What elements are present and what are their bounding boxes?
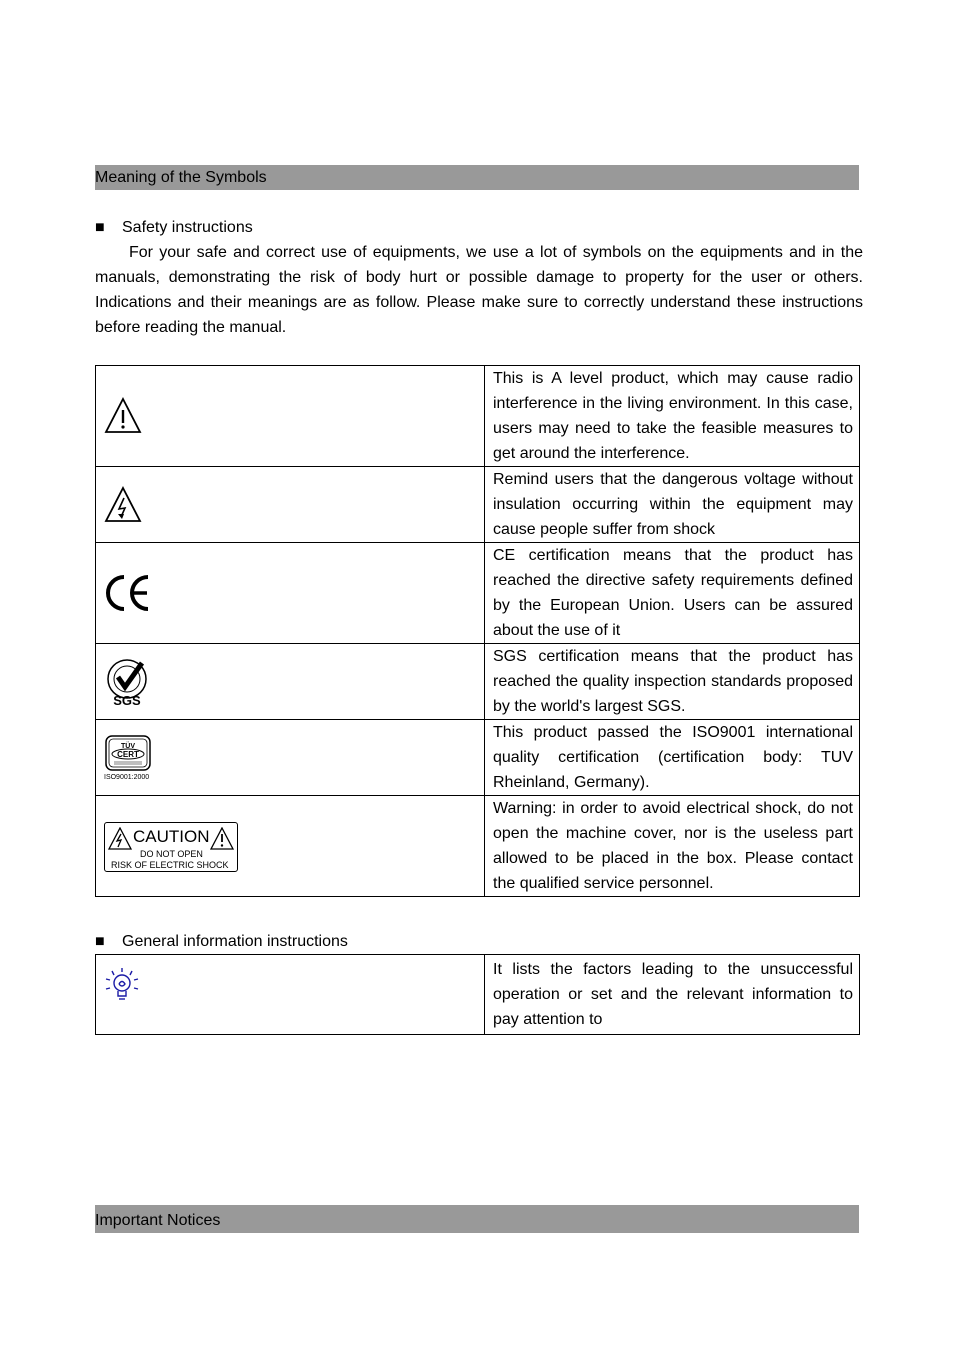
bullet-square-icon: ■: [95, 933, 105, 950]
ce-mark-icon: [104, 573, 484, 613]
symbol-description: This is A level product, which may cause radio interference in the living environment. In this case, users may need to take the feasible measures to get around the interference.: [485, 366, 860, 467]
symbol-description: Warning: in order to avoid electrical shock, do not open the machine cover, nor is the useless part allowed to be placed in the box. Please contact the qualified service personnel.: [485, 796, 860, 897]
section-header-symbols: [95, 165, 859, 190]
caution-word: CAUTION: [133, 827, 210, 846]
table-row: [96, 720, 860, 796]
symbol-description: SGS certification means that the product has reached the quality inspection standards proposed by the world's largest SGS.: [485, 644, 860, 720]
bullet-square-icon: ■: [95, 219, 105, 236]
table-row: [96, 366, 860, 467]
caution-line1: DO NOT OPEN: [140, 849, 203, 859]
section-title: Meaning of the Symbols: [95, 169, 267, 186]
table-row: [96, 644, 860, 720]
svg-text:TÜV: TÜV: [121, 742, 135, 750]
svg-text:SGS: SGS: [113, 692, 141, 707]
symbol-cell: [96, 720, 485, 796]
symbol-cell: [96, 644, 485, 720]
safety-heading: [95, 215, 253, 240]
symbol-cell: [96, 467, 485, 543]
symbol-description: It lists the factors leading to the unsuccessful operation or set and the relevant information to pay attention to: [485, 955, 860, 1035]
lightbulb-tip-icon: [104, 967, 484, 1003]
svg-text:CERT: CERT: [117, 749, 139, 759]
symbol-description: This product passed the ISO9001 international quality certification (certification body: TUV Rheinland, Germany).: [485, 720, 860, 796]
general-heading-text: General information instructions: [122, 933, 348, 950]
general-heading: [95, 929, 348, 954]
general-info-table: [95, 954, 860, 1035]
symbol-cell: [96, 955, 485, 1035]
sgs-certification-icon: [104, 657, 484, 707]
table-row: [96, 796, 860, 897]
table-row: [96, 543, 860, 644]
symbol-description: CE certification means that the product has reached the directive safety requirements defined by the European Union. Users can be assured about the use of it: [485, 543, 860, 644]
safety-symbols-table: [95, 365, 860, 897]
symbol-description: Remind users that the dangerous voltage without insulation occurring within the equipment may cause people suffer from shock: [485, 467, 860, 543]
caution-line2: RISK OF ELECTRIC SHOCK: [111, 860, 229, 870]
caution-label-icon: [104, 822, 238, 872]
iso-label: ISO9001:2000: [104, 773, 150, 781]
symbol-cell: [96, 366, 485, 467]
section-title: Important Notices: [95, 1212, 221, 1229]
table-row: [96, 955, 860, 1035]
symbol-cell: [96, 543, 485, 644]
warning-triangle-icon: [104, 397, 484, 435]
tuv-cert-icon: [104, 735, 484, 781]
symbol-cell: [96, 796, 485, 897]
safety-intro-paragraph: For your safe and correct use of equipments, we use a lot of symbols on the equipments and in the manuals, demonstrating the risk of body hurt or possible damage to property for the user or others. Indications and their meanings are as follow. Please make sure to correctly understand these instructions before reading the manual.: [95, 244, 863, 336]
table-row: [96, 467, 860, 543]
safety-heading-text: Safety instructions: [122, 219, 253, 236]
high-voltage-icon: [104, 486, 484, 524]
section-header-notices: [95, 1205, 859, 1233]
